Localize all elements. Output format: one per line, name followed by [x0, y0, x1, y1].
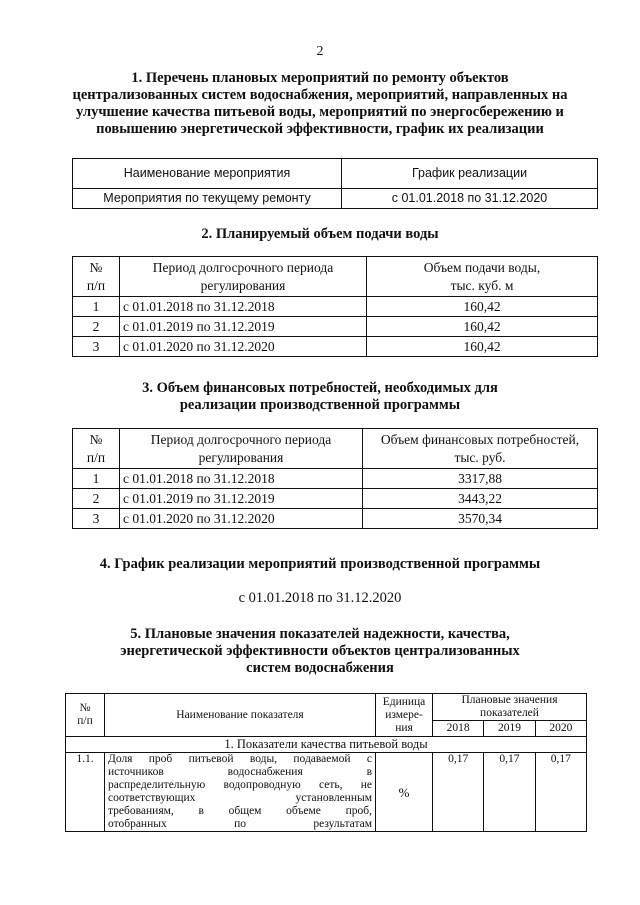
header-text: тыс. руб.: [454, 449, 506, 465]
table-3-header-period: [120, 429, 363, 469]
header-text: показателей: [480, 707, 539, 719]
section-1-title-line: улучшение качества питьевой воды, мероприятий по энергосбережению и: [76, 104, 564, 120]
table-row: [66, 753, 587, 832]
row-text-line: соответствующих установленным: [108, 792, 372, 804]
year-header: 2020: [535, 721, 586, 737]
row-amount: 3443,22: [363, 489, 598, 509]
table-3-financial-needs: [72, 428, 598, 529]
row-period: с 01.01.2018 по 31.12.2018: [120, 297, 367, 317]
row-amount: 3570,34: [363, 509, 598, 529]
section-1-title: [0, 70, 640, 138]
row-period: с 01.01.2018 по 31.12.2018: [120, 469, 363, 489]
header-text: п/п: [86, 277, 106, 293]
row-period: с 01.01.2019 по 31.12.2019: [120, 489, 363, 509]
table-1-header-name: Наименование мероприятия: [73, 159, 342, 189]
table-2-header-num: [73, 257, 120, 297]
row-number: 1.1.: [66, 753, 105, 832]
row-period: с 01.01.2020 по 31.12.2020: [120, 337, 367, 357]
table-row: [73, 297, 598, 317]
table-5-header-num: [66, 694, 105, 737]
section-1-title-line: повышению энергетической эффективности, график их реализации: [96, 121, 544, 137]
section-1-title-line: 1. Перечень плановых мероприятий по ремонту объектов: [131, 70, 509, 86]
table-1-header-schedule: График реализации: [342, 159, 598, 189]
table-2-header-volume: [367, 257, 598, 297]
section-1-title-line: централизованных систем водоснабжения, мероприятий, направленных на: [72, 87, 568, 103]
row-text-line: отобранных по результатам: [108, 818, 372, 830]
table-1-cell-name: Мероприятия по текущему ремонту: [73, 189, 342, 209]
row-number: 2: [73, 489, 120, 509]
year-header: 2019: [484, 721, 535, 737]
row-text-line: распределительную водопроводную сеть, не: [108, 779, 372, 791]
table-row: [73, 489, 598, 509]
section-5-title-line: 5. Плановые значения показателей надежности, качества,: [130, 626, 510, 642]
table-3-header-num: [73, 429, 120, 469]
header-text: п/п: [86, 449, 106, 465]
header-text: №: [89, 259, 103, 275]
table-5-header-name: Наименование показателя: [105, 694, 376, 737]
section-4-title-text: 4. График реализации мероприятий производственной программы: [99, 556, 541, 572]
row-volume: 160,42: [367, 297, 598, 317]
header-text: Плановые значения: [461, 694, 558, 706]
row-text-line: источников водоснабжения в: [108, 766, 372, 778]
table-3-header-amount: [363, 429, 598, 469]
row-number: 1: [73, 297, 120, 317]
row-value-2020: 0,17: [535, 753, 586, 832]
row-text-line: требованиям, в общем объеме проб,: [108, 805, 372, 817]
header-text: Объем финансовых потребностей,: [380, 431, 580, 447]
header-text: регулирования: [200, 277, 286, 293]
section-4-title: [0, 556, 640, 573]
row-volume: 160,42: [367, 337, 598, 357]
section-5-title-line: систем водоснабжения: [246, 660, 394, 676]
section-3-title: [0, 380, 640, 414]
year-header: 2018: [433, 721, 484, 737]
table-row: [73, 509, 598, 529]
table-row: [73, 337, 598, 357]
header-text: Единица: [382, 695, 426, 708]
table-row: [73, 317, 598, 337]
row-number: 3: [73, 509, 120, 529]
row-amount: 3317,88: [363, 469, 598, 489]
header-text: Период долгосрочного периода: [152, 259, 334, 275]
header-text: №: [89, 431, 103, 447]
header-text: Объем подачи воды,: [423, 259, 541, 275]
table-1-measures: [72, 158, 598, 209]
row-period: с 01.01.2019 по 31.12.2019: [120, 317, 367, 337]
page-number: 2: [316, 44, 324, 59]
header-text: №: [79, 702, 91, 714]
header-text: Период долгосрочного периода: [150, 431, 332, 447]
row-unit: %: [376, 753, 433, 832]
row-volume: 160,42: [367, 317, 598, 337]
table-5-header-unit: [376, 694, 433, 737]
section-4-period: с 01.01.2018 по 31.12.2020: [238, 590, 402, 606]
row-number: 1: [73, 469, 120, 489]
section-3-title-line: реализации производственной программы: [179, 397, 461, 413]
header-text: измере-: [385, 708, 423, 721]
table-5-group-title: 1. Показатели качества питьевой воды: [66, 737, 587, 753]
row-number: 2: [73, 317, 120, 337]
table-2-header-period: [120, 257, 367, 297]
row-value-2018: 0,17: [433, 753, 484, 832]
table-1-cell-schedule: с 01.01.2018 по 31.12.2020: [342, 189, 598, 209]
row-value-2019: 0,17: [484, 753, 535, 832]
section-2-title-text: 2. Планируемый объем подачи воды: [201, 226, 439, 242]
row-period: с 01.01.2020 по 31.12.2020: [120, 509, 363, 529]
table-5-header-plan: [433, 694, 587, 721]
header-text: регулирования: [198, 449, 284, 465]
row-number: 3: [73, 337, 120, 357]
table-2-water-supply: [72, 256, 598, 357]
table-5-indicators: [65, 693, 587, 832]
section-5-title: [0, 626, 640, 677]
section-2-title: [0, 226, 640, 243]
row-text-line: Доля проб питьевой воды, подаваемой с: [108, 753, 372, 765]
header-text: тыс. куб. м: [450, 277, 514, 293]
section-5-title-line: энергетической эффективности объектов централизованных: [120, 643, 520, 659]
section-3-title-line: 3. Объем финансовых потребностей, необходимых для: [142, 380, 498, 396]
table-row: [73, 469, 598, 489]
row-indicator-name: [105, 753, 376, 832]
header-text: ния: [395, 721, 413, 734]
header-text: п/п: [77, 715, 93, 727]
